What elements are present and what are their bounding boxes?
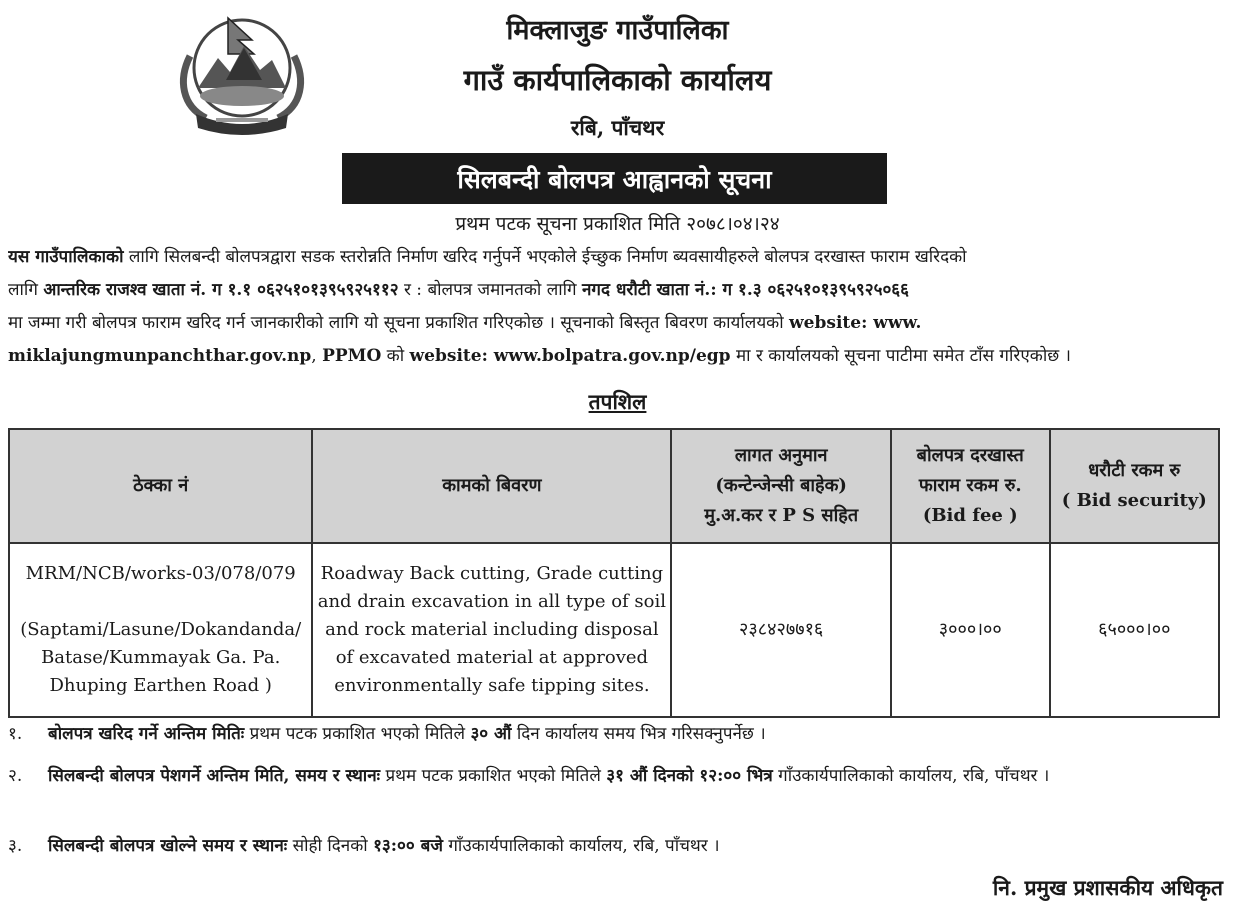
col-contract-no: ठेक्का नं bbox=[9, 429, 312, 543]
table-row bbox=[9, 543, 1219, 717]
condition-number: २. bbox=[8, 766, 23, 786]
municipality-name: मिक्लाजुङ गाउँपालिका bbox=[506, 15, 729, 46]
col-description: कामको बिवरण bbox=[312, 429, 671, 543]
cell-contract-no: MRM/NCB/works-03/078/079 (Saptami/Lasune/Dokandanda/ Batase/Kummayak Ga. Pa. Dhuping Earthen Road ) bbox=[9, 543, 312, 717]
col-cost-estimate: लागत अनुमान (कन्टेन्जेन्सी बाहेक) मु.अ.कर र P S सहित bbox=[671, 429, 891, 543]
condition-number: ३. bbox=[8, 836, 23, 856]
signature: नि. प्रमुख प्रशासकीय अधिकृत bbox=[992, 875, 1223, 900]
intro-line-3: मा जम्मा गरी बोलपत्र फाराम खरिद गर्न जानकारीको लागि यो सूचना प्रकाशित गरिएकोछ । सूचनाको बिस्तृत बिवरण कार्यालयको website: www. bbox=[8, 313, 922, 333]
condition-text: सिलबन्दी बोलपत्र पेशगर्ने अन्तिम मिति, समय र स्थानः प्रथम पटक प्रकाशित भएको मितिले ३१ औं दिनको १२:०० भित्र गाँउकार्यपालिकाको कार्यालय, रबि, पाँचथर । bbox=[48, 766, 1050, 786]
cell-description: Roadway Back cutting, Grade cutting and drain excavation in all type of soil and rock material including disposal of excavated material at approved environmentally safe tipping sites. bbox=[312, 543, 671, 717]
cell-bid-security: ६५०००।०० bbox=[1050, 543, 1219, 717]
table-header-row bbox=[9, 429, 1219, 543]
col-bid-fee: बोलपत्र दरखास्त फाराम रकम रु. (Bid fee ) bbox=[891, 429, 1050, 543]
condition-text: सिलबन्दी बोलपत्र खोल्ने समय र स्थानः सोही दिनको १३:०० बजे गाँउकार्यपालिकाको कार्यालय, रबि, पाँचथर । bbox=[48, 836, 720, 856]
office-name: गाउँ कार्यपालिकाको कार्यालय bbox=[463, 63, 772, 97]
table-heading: तपशिल bbox=[588, 389, 647, 414]
intro-line-4: miklajungmunpanchthar.gov.np, PPMO को website: www.bolpatra.gov.np/egp मा र कार्यालयको सूचना पाटीमा समेत टाँस गरिएकोछ । bbox=[8, 346, 1071, 366]
tender-table bbox=[8, 428, 1220, 718]
publication-date: प्रथम पटक सूचना प्रकाशित मिति २०७८।०४।२४ bbox=[455, 213, 780, 235]
cell-bid-fee: ३०००।०० bbox=[891, 543, 1050, 717]
col-bid-security: धरौटी रकम रु ( Bid security) bbox=[1050, 429, 1219, 543]
intro-line-1: यस गाउँपालिकाको लागि सिलबन्दी बोलपत्रद्वारा सडक स्तरोन्नति निर्माण खरिद गर्नुपर्ने भएकोले ईच्छुक निर्माण ब्यवसायीहरुले बोलपत्र दरखास्त फाराम खरिदको bbox=[8, 247, 967, 267]
condition-text: बोलपत्र खरिद गर्ने अन्तिम मितिः प्रथम पटक प्रकाशित भएको मितिले ३० औं दिन कार्यालय समय भित्र गरिसक्नुपर्नेछ । bbox=[48, 724, 766, 744]
notice-title: सिलबन्दी बोलपत्र आह्वानको सूचना bbox=[457, 164, 772, 194]
office-location: रबि, पाँचथर bbox=[570, 115, 665, 140]
cell-cost-estimate: २३८४२७७१६ bbox=[671, 543, 891, 717]
intro-paragraph bbox=[8, 241, 1226, 373]
intro-line-2: लागि आन्तरिक राजश्व खाता नं. ग १.१ ०६२५१०१३९५९२५११२ र : बोलपत्र जमानतको लागि नगद धरौटी खाता नं.: ग १.३ ०६२५१०१३९५९२५०६६ bbox=[8, 280, 909, 300]
notice-title-bar bbox=[342, 153, 887, 204]
condition-number: १. bbox=[8, 724, 23, 744]
